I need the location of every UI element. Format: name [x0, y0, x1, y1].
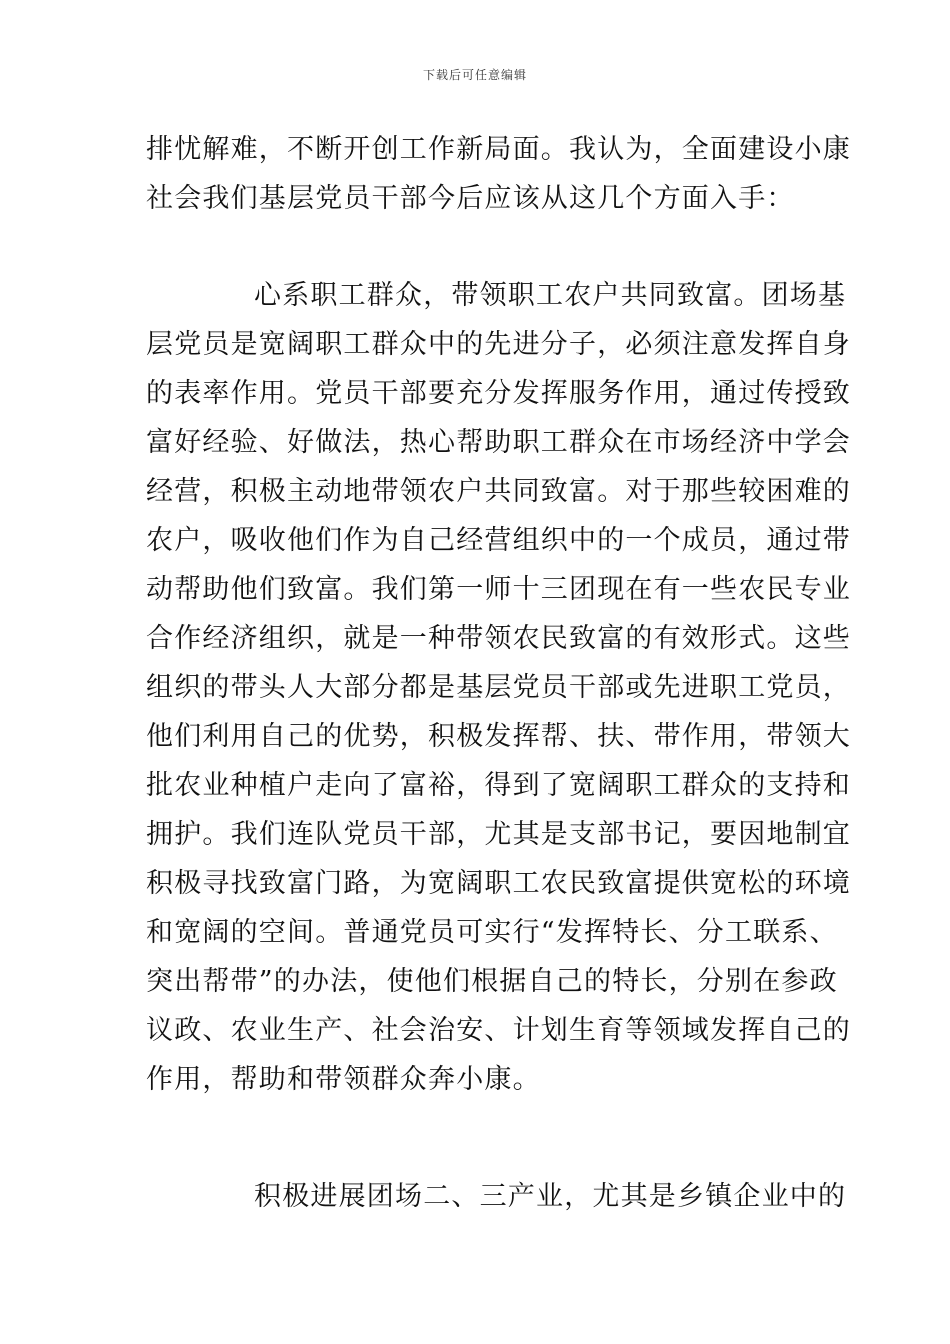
text-line: 突出帮带”的办法，使他们根据自己的特长，分别在参政: [146, 966, 838, 997]
text-line: 经营，积极主动地带领农户共同致富。对于那些较困难的: [146, 476, 851, 507]
text-line: 社会我们基层党员干部今后应该从这几个方面入手：: [146, 183, 795, 214]
text-line: 心系职工群众，带领职工农户共同致富。团场基: [254, 280, 847, 311]
text-line: 批农业种植户走向了富裕，得到了宽阔职工群众的支持和: [146, 770, 851, 801]
text-line: 作用，帮助和带领群众奔小康。: [146, 1064, 541, 1095]
text-line: 排忧解难，不断开创工作新局面。我认为，全面建设小康: [146, 134, 851, 165]
text-line: 动帮助他们致富。我们第一师十三团现在有一些农民专业: [146, 574, 851, 605]
text-line: 拥护。我们连队党员干部，尤其是支部书记，要因地制宜: [146, 819, 851, 850]
text-line: 合作经济组织，就是一种带领农民致富的有效形式。这些: [146, 623, 851, 654]
text-line: 农户，吸收他们作为自己经营组织中的一个成员，通过带: [146, 525, 851, 556]
paragraph-main: [146, 271, 851, 1104]
text-line: 组织的带头人大部分都是基层党员干部或先进职工党员，: [146, 672, 851, 703]
paragraph-final: [146, 1172, 847, 1221]
text-line: 议政、农业生产、社会治安、计划生育等领域发挥自己的: [146, 1015, 851, 1046]
text-line: 和宽阔的空间。普通党员可实行“发挥特长、分工联系、: [146, 917, 838, 948]
text-line: 富好经验、好做法，热心帮助职工群众在市场经济中学会: [146, 427, 851, 458]
text-line: 他们利用自己的优势，积极发挥帮、扶、带作用，带领大: [146, 721, 851, 752]
text-line: 的表率作用。党员干部要充分发挥服务作用，通过传授致: [146, 378, 851, 409]
paragraph-intro: [146, 125, 851, 223]
text-line: 积极寻找致富门路，为宽阔职工农民致富提供宽松的环境: [146, 868, 851, 899]
text-line: 层党员是宽阔职工群众中的先进分子，必须注意发挥自身: [146, 329, 851, 360]
page-header: 下载后可任意编辑: [422, 68, 527, 82]
text-line: 积极进展团场二、三产业，尤其是乡镇企业中的: [254, 1181, 847, 1212]
